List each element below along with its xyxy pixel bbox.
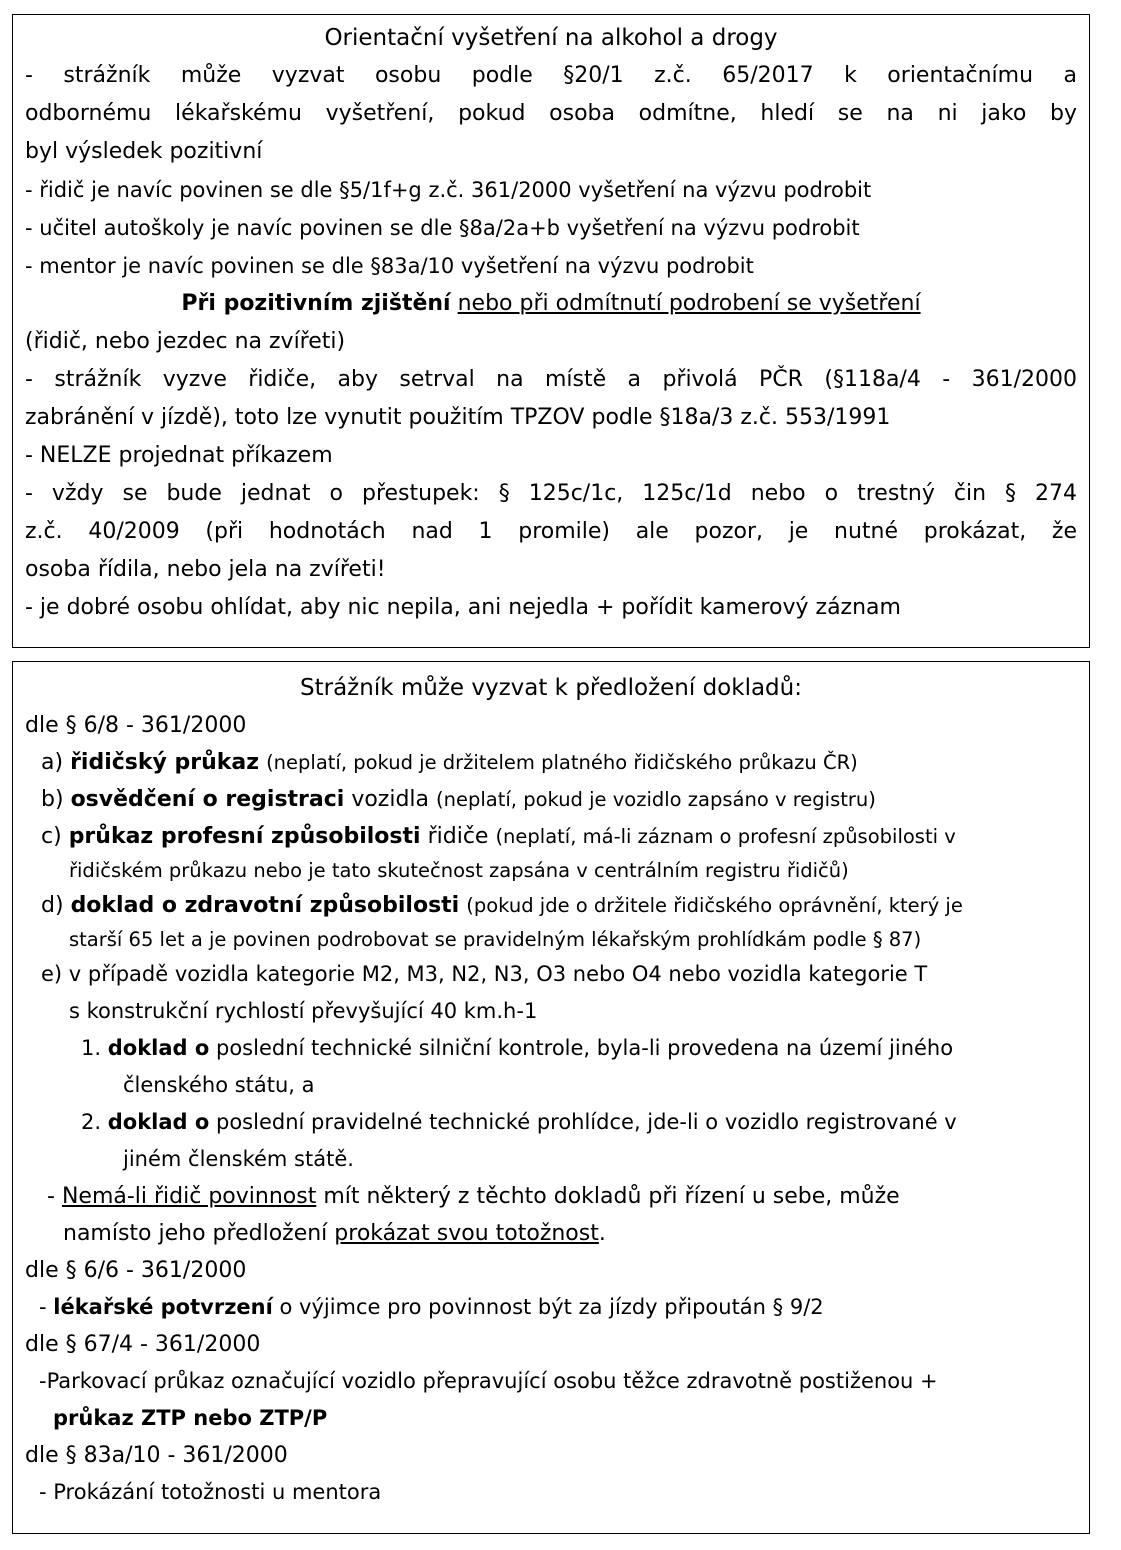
list-item-c [25, 818, 1077, 855]
parking-note-bold: průkaz ZTP nebo ZTP/P [53, 1406, 328, 1430]
item-note: (neplatí, pokud je držitelem platného řidičského průkazu ČR) [266, 751, 858, 774]
paragraph-line: z.č. 40/2009 (při hodnotách nad 1 promile) ale pozor, je nutné prokázat, že [25, 519, 1077, 544]
item-text: poslední technické silniční kontrole, byla-li provedena na území jiného [216, 1036, 954, 1060]
item-marker: a) [41, 750, 64, 775]
list-item-b [25, 781, 1077, 818]
paragraph-line: - vždy se bude jednat o přestupek: § 125c/1c, 125c/1d nebo o trestný čin § 274 [25, 481, 1077, 506]
item-bold: lékařské potvrzení [53, 1295, 273, 1319]
item-note: (pokud jde o držitele řidičského oprávnění, který je [466, 894, 963, 917]
paragraph-line: - strážník vyzve řidiče, aby setrval na místě a přivolá PČR (§118a/4 - 361/2000 [25, 367, 1077, 392]
subheading-bold: Při pozitivním zjištění [181, 291, 451, 316]
sub-item-2-continued: jiném členském státě. [123, 1147, 354, 1171]
item-text: o výjimce pro povinnost být za jízdy připoután § 9/2 [279, 1295, 824, 1319]
item-marker: - [39, 1295, 47, 1319]
list-item-d [25, 887, 1077, 924]
underlined-text: prokázat svou totožnost [334, 1221, 599, 1246]
item-bold: doklad o [107, 1036, 210, 1060]
item-marker: b) [41, 787, 64, 812]
subheading-underlined: nebo při odmítnutí podrobení se vyšetření [457, 291, 921, 316]
item-text: namísto jeho předložení [63, 1221, 328, 1246]
item-marker: - [47, 1184, 55, 1209]
paragraph-line: - je dobré osobu ohlídat, aby nic nepila, ani nejedla + pořídit kamerový záznam [25, 595, 901, 620]
item-bold: doklad o zdravotní způsobilosti [70, 893, 460, 918]
item-bold: průkaz profesní způsobilosti [68, 824, 421, 849]
item-text: . [598, 1221, 606, 1246]
legal-reference: dle § 6/6 - 361/2000 [25, 1258, 247, 1283]
item-marker: d) [41, 893, 64, 918]
paragraph-line: byl výsledek pozitivní [25, 139, 263, 164]
documents-section [12, 661, 1090, 1534]
underlined-text: Nemá-li řidič povinnost [61, 1184, 317, 1209]
paragraph-line: osoba řídila, nebo jela na zvířeti! [25, 557, 386, 582]
item-text: vozidla [351, 787, 430, 812]
paragraph-line: zabránění v jízdě), toto lze vynutit použitím TPZOV podle §18a/3 z.č. 553/1991 [25, 405, 891, 430]
list-item-e: e) v případě vozidla kategorie M2, M3, N2, N3, O3 nebo O4 nebo vozidla kategorie T [41, 962, 928, 986]
section-title: Orientační vyšetření na alkohol a drogy [324, 25, 778, 51]
item-note: (neplatí, má-li záznam o profesní způsobilosti v [495, 825, 956, 848]
paragraph-line: - řidič je navíc povinen se dle §5/1f+g z.č. 361/2000 vyšetření na výzvu podrobit [25, 178, 872, 202]
legal-reference: dle § 83a/10 - 361/2000 [25, 1443, 288, 1468]
item-text: řidiče [427, 824, 489, 849]
paragraph-line: odbornému lékařskému vyšetření, pokud osoba odmítne, hledí se na ni jako by [25, 101, 1077, 126]
sub-item-1 [25, 1030, 1077, 1067]
sub-item-1-continued: členského státu, a [123, 1073, 315, 1097]
list-item-d-continued: starší 65 let a je povinen podrobovat se pravidelným lékařským prohlídkám podle § 87) [69, 928, 922, 951]
item-note: (neplatí, pokud je vozidlo zapsáno v registru) [436, 788, 876, 811]
alcohol-drugs-section [12, 14, 1090, 648]
paragraph-line: - NELZE projednat příkazem [25, 443, 333, 468]
item-marker: 2. [81, 1110, 102, 1134]
paragraph-line: - učitel autoškoly je navíc povinen se dle §8a/2a+b vyšetření na výzvu podrobit [25, 216, 860, 240]
section-title: Strážník může vyzvat k předložení dokladů: [300, 675, 802, 701]
no-obligation-note [25, 1178, 1077, 1215]
item-text: mít některý z těchto dokladů při řízení u sebe, může [323, 1184, 900, 1209]
subheading [25, 285, 1077, 323]
item-bold: řidičský průkaz [70, 750, 260, 775]
list-item-e-continued: s konstrukční rychlostí převyšující 40 km.h-1 [69, 999, 538, 1023]
paragraph-line: - strážník může vyzvat osobu podle §20/1 z.č. 65/2017 k orientačnímu a [25, 63, 1077, 88]
item-marker: c) [41, 824, 62, 849]
mentor-note: - Prokázání totožnosti u mentora [39, 1480, 382, 1504]
legal-reference: dle § 6/8 - 361/2000 [25, 713, 247, 738]
item-text: poslední pravidelné technické prohlídce, jde-li o vozidlo registrované v [216, 1110, 957, 1134]
list-item-a [25, 744, 1077, 781]
paragraph-line: - mentor je navíc povinen se dle §83a/10 vyšetření na výzvu podrobit [25, 254, 754, 278]
parking-note: -Parkovací průkaz označující vozidlo přepravující osobu těžce zdravotně postiženou + [39, 1369, 938, 1393]
list-item-c-continued: řidičském průkazu nebo je tato skutečnost zapsána v centrálním registru řidičů) [69, 859, 849, 882]
paragraph-line: (řidič, nebo jezdec na zvířeti) [25, 329, 346, 354]
no-obligation-note-continued [25, 1215, 1077, 1252]
item-marker: 1. [81, 1036, 102, 1060]
sub-item-2 [25, 1104, 1077, 1141]
item-bold: doklad o [107, 1110, 210, 1134]
medical-note [25, 1289, 1077, 1326]
item-bold: osvědčení o registraci [70, 787, 345, 812]
legal-reference: dle § 67/4 - 361/2000 [25, 1332, 261, 1357]
